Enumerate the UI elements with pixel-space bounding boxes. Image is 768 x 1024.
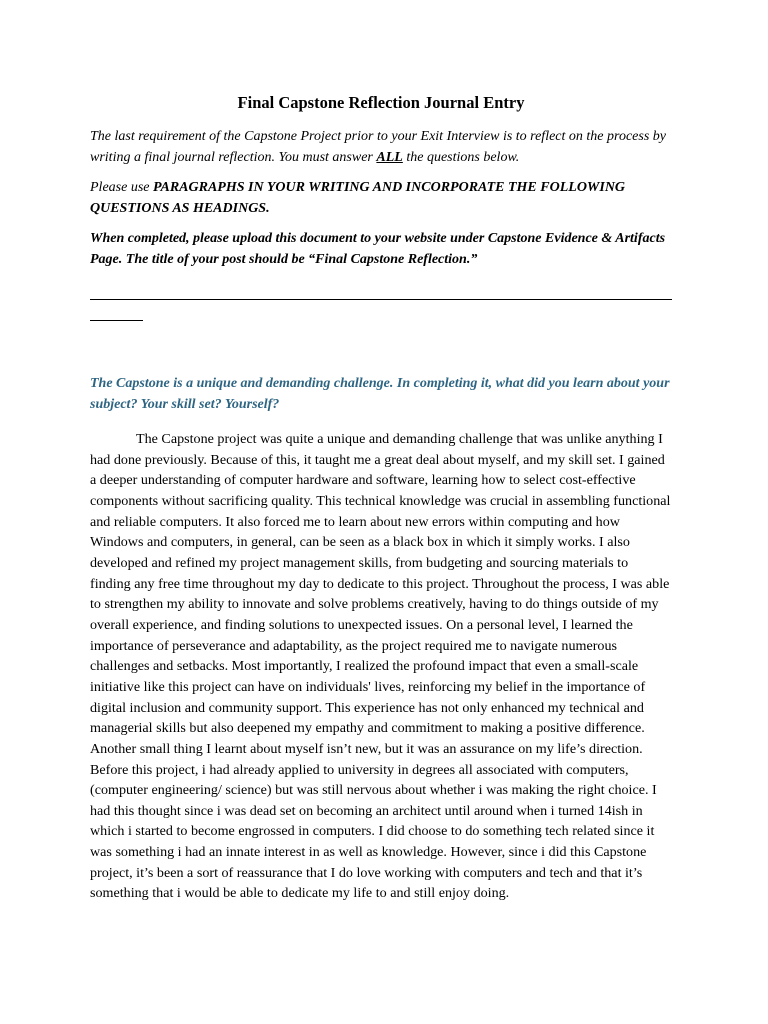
intro-paragraph [90, 127, 672, 168]
answer-paragraph: The Capstone project was quite a unique and demanding challenge that was unlike anything I had done previously. Because of this, it taught me a great deal about myself, and my skill set. I gained a deeper understanding of computer hardware and software, learning how to select cost-effective components without sacrificing quality. This technical knowledge was crucial in assembling functional and reliable computers. It also forced me to learn about new errors within computing and how Windows and computers, in general, can be seen as a black box in which it simply works. I also developed and refined my project management skills, from budgeting and sourcing materials to finding any free time throughout my day to dedicate to this project. Throughout the process, I was able to strengthen my ability to innovate and solve problems creatively, having to do things outside of my overall experience, and finding solutions to unexpected issues. On a personal level, I learned the importance of perseverance and adaptability, as the project required me to navigate numerous challenges and setbacks. Most importantly, I realized the profound impact that even a small-scale initiative like this project can have on individuals' lives, reinforcing my belief in the importance of digital inclusion and community support. This experience has not only enhanced my technical and managerial skills but also deepened my empathy and commitment to making a positive difference. Another small thing I learnt about myself isn’t new, but it was an assurance on my life’s direction. Before this project, i had already applied to university in degrees all associated with computers, (computer engineering/ science) but was still nervous about whether i was making the right choice. I had this thought since i was dead set on becoming an architect until around when i turned 14ish in which i started to become engrossed in computers. I did choose to do something tech related since it was something i had an innate interest in as well as knowledge. However, since i did this Capstone project, it’s been a sort of reassurance that I do love working with computers and tech and that it’s something that i would be able to dedicate my life to and still enjoy doing. [90, 431, 671, 902]
instruction-bold-text: PARAGRAPHS IN YOUR WRITING AND INCORPORATE THE FOLLOWING QUESTIONS AS HEADINGS. [90, 180, 626, 216]
upload-instruction: When completed, please upload this document to your website under Capstone Evidence & Artifacts Page. The title of your post should be “Final Capstone Reflection.” [90, 231, 666, 267]
separator-rule [90, 287, 672, 331]
separator-line-continuation [90, 320, 143, 321]
page-title: Final Capstone Reflection Journal Entry [237, 93, 525, 112]
question-heading: The Capstone is a unique and demanding challenge. In completing it, what did you learn about your subject? Your skill set? Yourself? [90, 376, 670, 412]
intro-text-start: The last requirement of the Capstone Project prior to your Exit Interview is to reflect on the process by writing a final journal reflection. You must answer [90, 129, 666, 165]
intro-text-end: the questions below. [402, 149, 520, 165]
instruction-paragraph [90, 178, 672, 219]
separator-line [90, 299, 672, 300]
instruction-text: Please use [90, 180, 153, 195]
intro-emphasis: ALL [376, 149, 403, 165]
